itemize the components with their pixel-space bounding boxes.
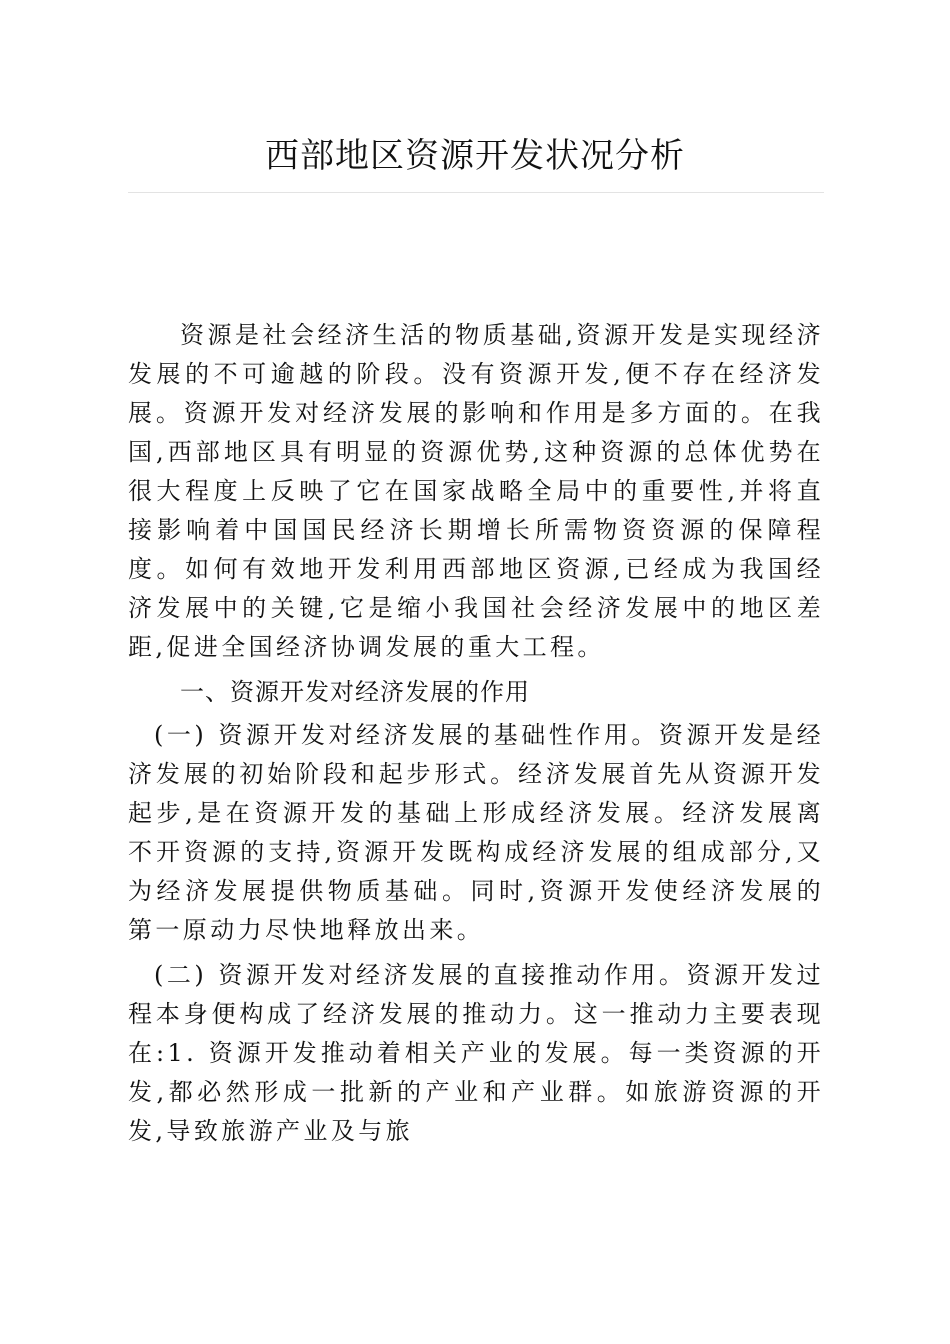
paragraph-direct-drive: (二) 资源开发对经济发展的直接推动作用。资源开发过程本身便构成了经济发展的推动力。这一推动力主要表现在:1. 资源开发推动着相关产业的发展。每一类资源的开发,都必然形成一批新的产业和产业群。如旅游资源的开发,导致旅游产业及与旅 [128,961,824,1145]
intro-paragraph: 资源是社会经济生活的物质基础,资源开发是实现经济发展的不可逾越的阶段。没有资源开发,便不存在经济发展。资源开发对经济发展的影响和作用是多方面的。在我国,西部地区具有明显的资源优势,这种资源的总体优势在很大程度上反映了它在国家战略全局中的重要性,并将直接影响着中国国民经济长期增长所需物资资源的保障程度。如何有效地开发利用西部地区资源,已经成为我国经济发展中的关键,它是缩小我国社会经济发展中的地区差距,促进全国经济协调发展的重大工程。 [128,321,824,661]
title-divider [128,192,824,193]
paragraph-basic-role: (一) 资源开发对经济发展的基础性作用。资源开发是经济发展的初始阶段和起步形式。经济发展首先从资源开发起步,是在资源开发的基础上形成经济发展。经济发展离不开资源的支持,资源开发既构成经济发展的组成部分,又为经济发展提供物质基础。同时,资源开发使经济发展的第一原动力尽快地释放出来。 [128,721,824,944]
document-title: 西部地区资源开发状况分析 [265,136,685,176]
document-body [128,316,824,1151]
section-heading: 一、资源开发对经济发展的作用 [180,678,530,706]
